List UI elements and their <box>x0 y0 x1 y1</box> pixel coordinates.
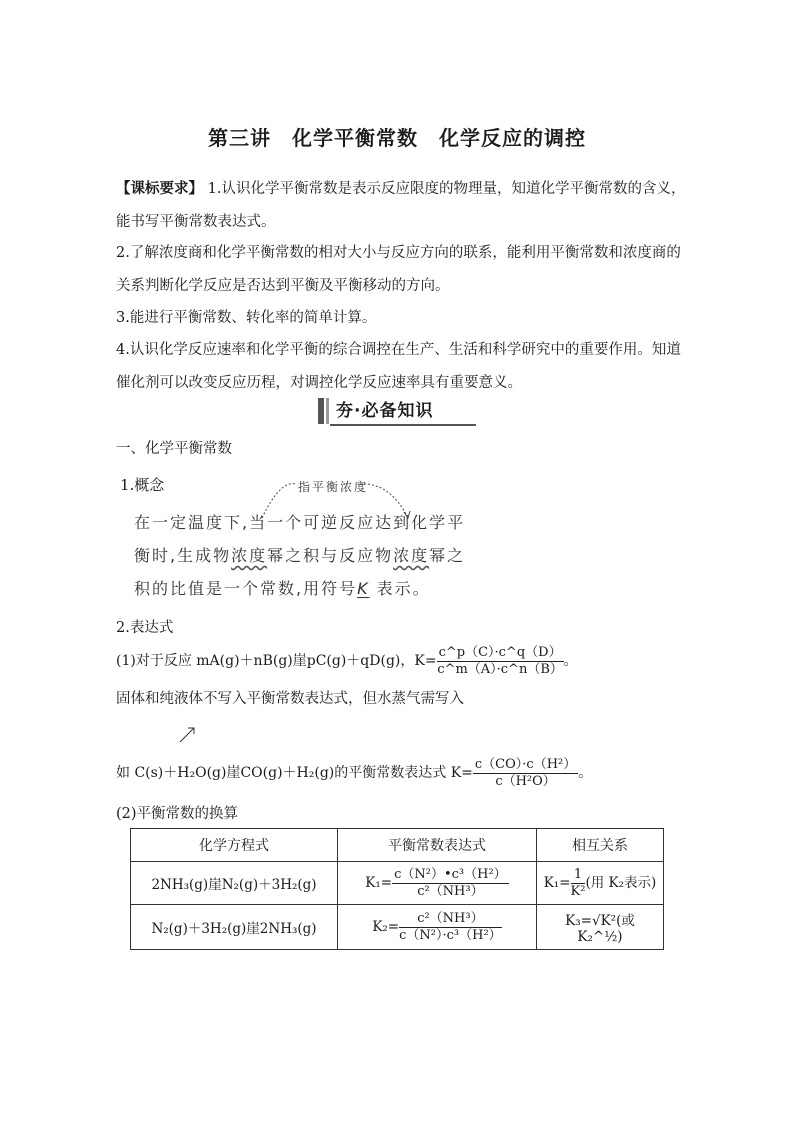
row1-k-num: c（N²）•c³（H²） <box>394 866 507 882</box>
requirement-3: 3.能进行平衡常数、转化率的简单计算。 <box>116 310 377 326</box>
table-header-relation: 相互关系 <box>537 829 664 862</box>
table-header-expression: 平衡常数表达式 <box>338 829 537 862</box>
row1-rel-fraction <box>571 867 586 900</box>
banner-bar-secondary <box>326 398 329 424</box>
expr1-mid: 崖 <box>292 653 307 669</box>
concept-line-1: 在一定温度下,当一个可逆反应达到化学平 <box>134 513 466 532</box>
conversion-heading: (2)平衡常数的换算 <box>116 806 239 822</box>
row1-k-fraction <box>392 867 509 900</box>
row2-eq-a: N₂(g)＋3H₂(g)崖 <box>151 921 260 937</box>
row1-k-label: K₁= <box>365 874 393 891</box>
banner-text: 夯·必备知识 <box>336 401 434 421</box>
section-banner <box>318 398 476 424</box>
page-title: 第三讲 化学平衡常数 化学反应的调控 <box>208 126 586 150</box>
k-fraction <box>437 645 564 678</box>
concept-line-2-c: 幂之积与反应物 <box>267 546 394 565</box>
k2-denominator: c（H²O） <box>495 773 556 789</box>
constant-table <box>130 828 664 950</box>
row1-equation <box>131 862 338 905</box>
row1-eq-b: N₂(g)＋3H₂(g) <box>221 877 317 893</box>
table-header-equation: 化学方程式 <box>131 829 338 862</box>
row1-k-den: c²（NH³） <box>417 883 484 899</box>
expr1-prefix: (1)对于反应 mA(g)＋nB(g) <box>116 653 293 669</box>
expression-heading: 2.表达式 <box>116 620 174 636</box>
concept-line-2-a: 衡时,生成物 <box>134 546 232 565</box>
expr3-suffix: CO(g)＋H₂(g)的平衡常数表达式 K= <box>240 765 473 781</box>
row2-relation: K₃=√K²(或 K₂^½) <box>537 905 664 950</box>
k-numerator: c^p（C）·c^q（D） <box>438 644 562 660</box>
row1-rel-den: K² <box>570 883 586 899</box>
symbol-k: K <box>357 579 370 598</box>
expr1-end: 。 <box>563 653 578 669</box>
concept-term-reactant-concentration: 浓度 <box>393 546 430 565</box>
table-row <box>131 905 664 950</box>
table-row <box>131 862 664 905</box>
concept-heading: 1.概念 <box>120 476 165 494</box>
row2-k-num: c²（NH³） <box>399 911 502 928</box>
k2-fraction <box>473 757 578 790</box>
banner-underline <box>330 424 476 426</box>
expr3-end: 。 <box>578 765 593 781</box>
k-denominator: c^m（A）·c^n（B） <box>437 661 563 677</box>
row2-k-den: c（N²）·c³（H²） <box>399 927 502 943</box>
concept-line-3-c: 表示。 <box>369 579 431 598</box>
banner-bar <box>318 398 324 424</box>
row2-eq-b: 2NH₃(g) <box>259 921 317 937</box>
requirement-2: 2.了解浓度商和化学平衡常数的相对大小与反应方向的联系，能利用平衡常数和浓度商的关系判断化学反应是否达到平衡及平衡移动的方向。 <box>116 245 681 294</box>
expr3-mid: 崖 <box>226 765 241 781</box>
row2-expression <box>338 905 537 950</box>
requirement-1 <box>116 172 692 239</box>
requirement-4: 4.认识化学反应速率和化学平衡的综合调控在生产、生活和科学研究中的重要作用。知道催化剂可以改变反应历程，对调控化学反应速率具有重要意义。 <box>116 342 681 391</box>
concept-line-3 <box>134 576 431 599</box>
expression-line-3 <box>116 756 592 790</box>
section-heading: 一、化学平衡常数 <box>116 441 232 457</box>
concept-term-product-concentration: 浓度 <box>231 546 268 565</box>
expr3-prefix: 如 C(s)＋H₂O(g) <box>116 765 227 781</box>
row2-k-label: K₂= <box>372 918 400 935</box>
expr1-suffix: pC(g)＋qD(g)，K= <box>306 653 437 669</box>
concept-note: 指平衡浓度 <box>298 480 369 494</box>
row1-relation <box>537 862 664 905</box>
requirement-label: 【课标要求】 <box>116 180 203 197</box>
concept-line-3-a: 积的比值是一个常数,用符号 <box>134 579 358 598</box>
row1-rel-a: K₁= <box>543 874 571 891</box>
row2-k-fraction <box>399 911 502 944</box>
row1-eq-a: 2NH₃(g)崖 <box>151 877 222 893</box>
expression-line-1 <box>116 644 578 678</box>
table-header-row <box>131 829 664 862</box>
expression-note: 固体和纯液体不写入平衡常数表达式，但水蒸气需写入 <box>116 691 464 707</box>
concept-line-2-e: 幂之 <box>429 546 466 565</box>
row1-rel-num: 1 <box>571 867 586 884</box>
concept-line-2 <box>134 543 465 566</box>
row2-equation <box>131 905 338 950</box>
k2-numerator: c（CO）·c（H²） <box>474 756 577 772</box>
requirement-1-text: 1.认识化学平衡常数是表示反应限度的物理量，知道化学平衡常数的含义，能书写平衡常数表达式。 <box>116 181 686 230</box>
row1-rel-b: (用 K₂表示) <box>585 874 657 891</box>
note-arrow-icon <box>178 724 198 744</box>
row1-expression <box>338 862 537 905</box>
